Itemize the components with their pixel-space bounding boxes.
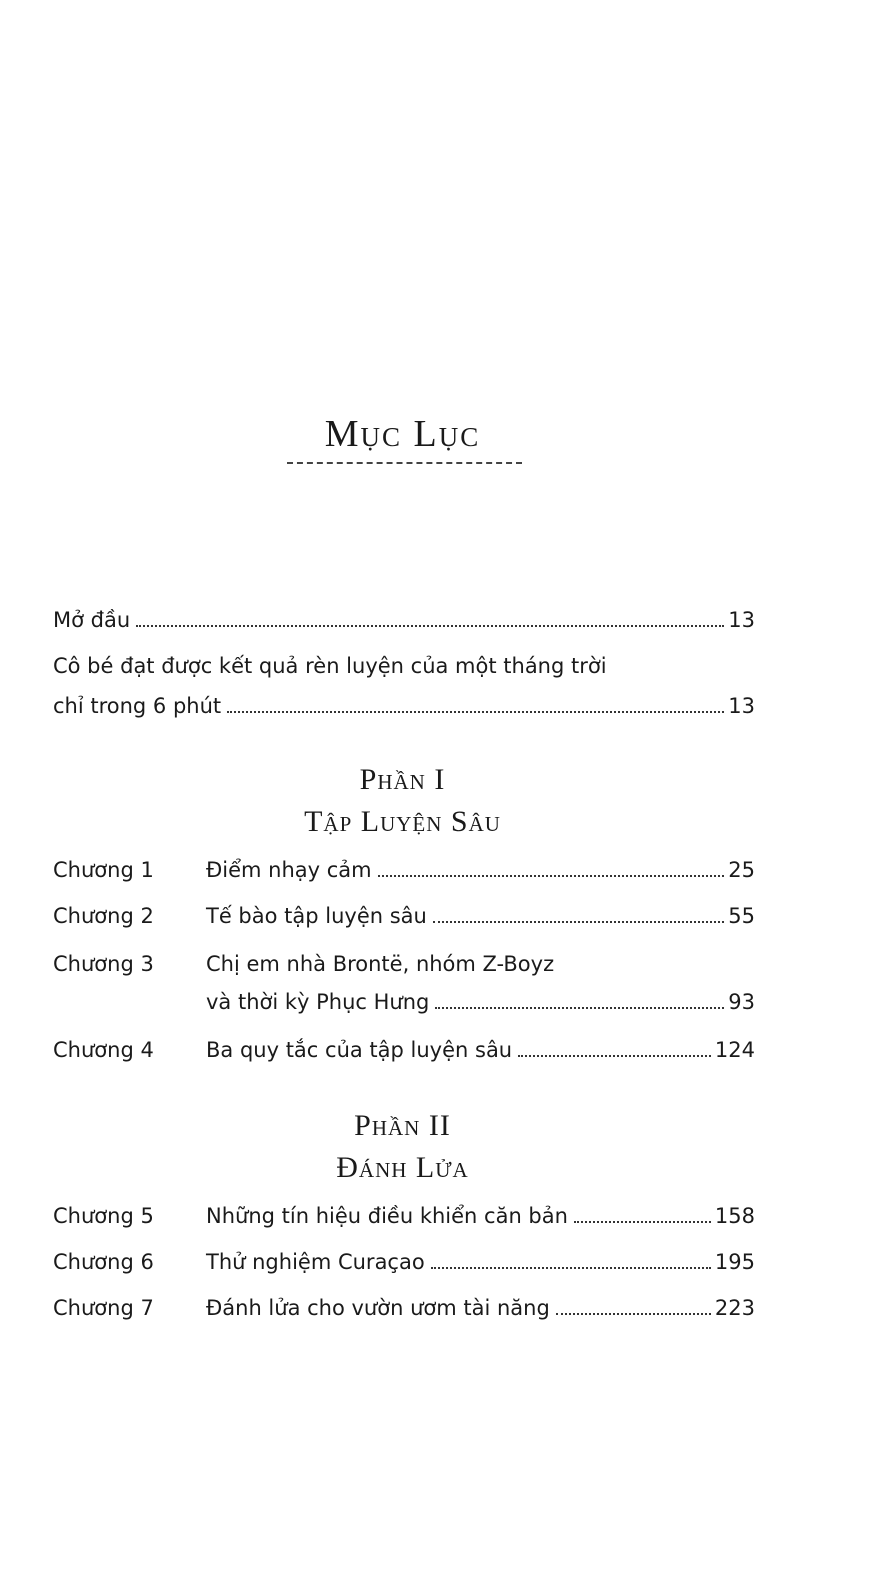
entry-title: Cô bé đạt được kết quả rèn luyện của một tháng trời: [53, 654, 607, 678]
toc-entry-chapter-2: [53, 902, 755, 930]
chapter-label: Chương 1: [53, 858, 154, 882]
page-number: 55: [728, 904, 755, 928]
toc-entry-chapter-3-line1: [53, 950, 755, 978]
toc-entry-story-line2: [53, 692, 755, 720]
dot-leader: [431, 1267, 711, 1269]
toc-entry-intro: [53, 606, 755, 634]
chapter-label: Chương 6: [53, 1250, 154, 1274]
title-underline: [287, 462, 522, 464]
page-title: Mục Lục: [324, 413, 481, 455]
page-number: 223: [714, 1296, 755, 1320]
chapter-label: Chương 3: [53, 952, 154, 976]
chapter-label: Chương 4: [53, 1038, 154, 1062]
part-2-name: Đánh Lửa: [336, 1151, 469, 1184]
entry-title: Mở đầu: [53, 608, 131, 632]
chapter-label: Chương 2: [53, 904, 154, 928]
part-2-label: Phần II: [354, 1109, 451, 1142]
entry-title-continued: và thời kỳ Phục Hưng: [206, 990, 430, 1014]
chapter-label: Chương 5: [53, 1204, 154, 1228]
entry-title: Những tín hiệu điều khiển căn bản: [206, 1204, 568, 1228]
toc-entry-chapter-5: [53, 1202, 755, 1230]
toc-entry-chapter-3-line2: [53, 988, 755, 1016]
page-number: 195: [714, 1250, 755, 1274]
dot-leader: [136, 625, 724, 627]
dot-leader: [518, 1055, 711, 1057]
entry-title: Chị em nhà Brontë, nhóm Z-Boyz: [206, 952, 555, 976]
page-number: 158: [714, 1204, 755, 1228]
dot-leader: [378, 875, 725, 877]
entry-title: Thử nghiệm Curaçao: [206, 1250, 425, 1274]
toc-entry-chapter-6: [53, 1248, 755, 1276]
dot-leader: [556, 1313, 711, 1315]
entry-title: Điểm nhạy cảm: [206, 858, 372, 882]
part-1-label: Phần I: [359, 763, 446, 796]
toc-entry-chapter-7: [53, 1294, 755, 1322]
dot-leader: [433, 921, 724, 923]
page-number: 124: [714, 1038, 755, 1062]
dot-leader: [227, 711, 724, 713]
page-number: 13: [728, 608, 755, 632]
dot-leader: [435, 1007, 724, 1009]
page-number: 25: [728, 858, 755, 882]
entry-title: Đánh lửa cho vườn ươm tài năng: [206, 1296, 550, 1320]
toc-entry-story-line1: [53, 652, 755, 680]
part-1-name: Tập Luyện Sâu: [304, 805, 501, 838]
toc-entry-chapter-4: [53, 1036, 755, 1064]
entry-title: Tế bào tập luyện sâu: [206, 904, 427, 928]
entry-title: Ba quy tắc của tập luyện sâu: [206, 1038, 513, 1062]
dot-leader: [574, 1221, 711, 1223]
chapter-label: Chương 7: [53, 1296, 154, 1320]
page-number: 13: [728, 694, 755, 718]
entry-title-continued: chỉ trong 6 phút: [53, 694, 222, 718]
toc-entry-chapter-1: [53, 856, 755, 884]
page-number: 93: [728, 990, 755, 1014]
